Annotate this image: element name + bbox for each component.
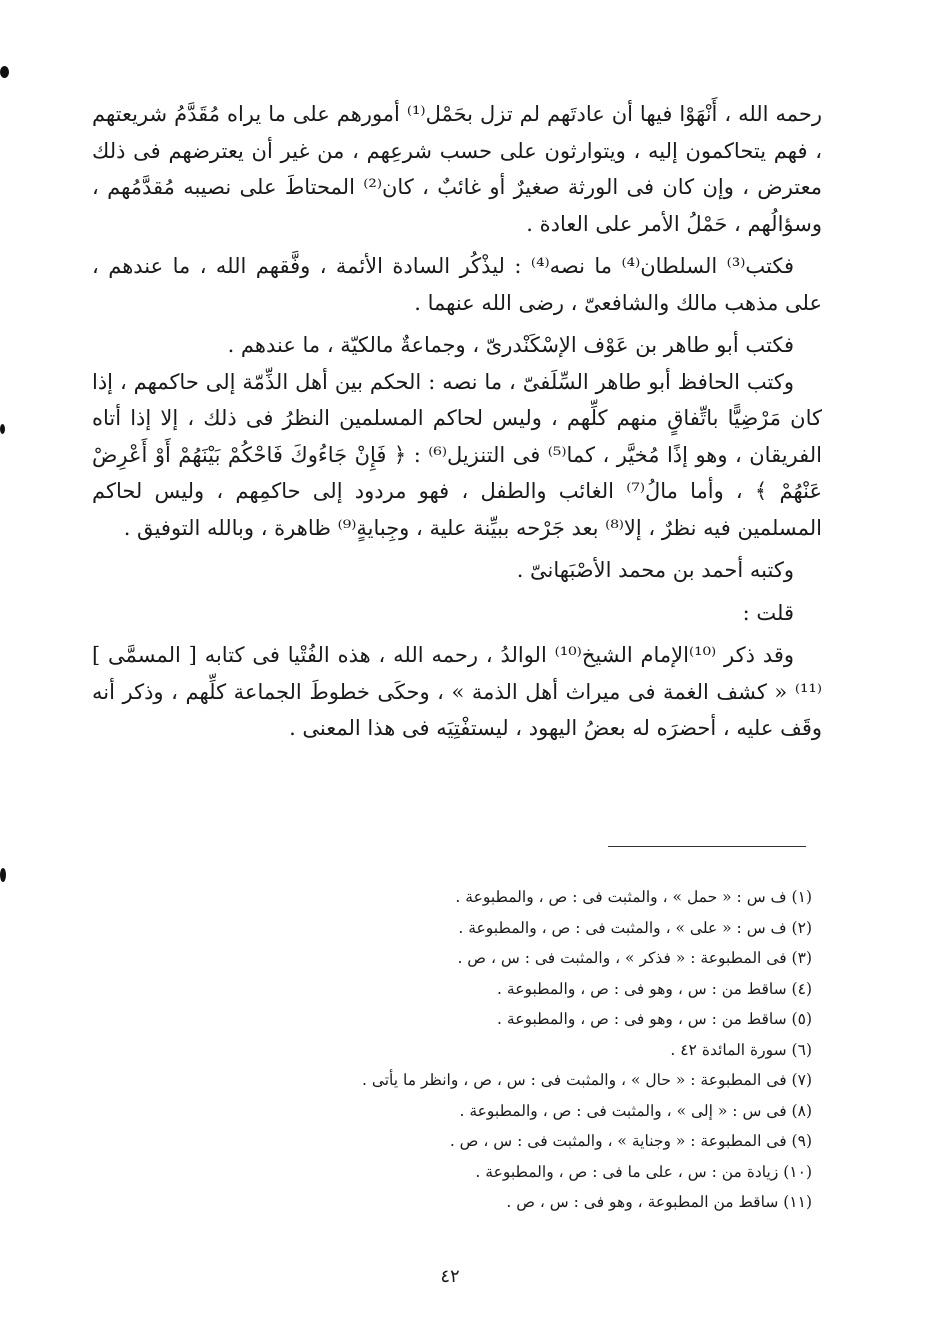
scan-mark-middle [0, 424, 5, 434]
paragraph-6: قلت : [742, 600, 794, 625]
page-number: ٤٢ [440, 1266, 460, 1287]
footnote-10: (١٠) زيادة من : س ، على ما فى : ص ، والمطبوعة . [475, 1162, 812, 1181]
footnote-7: (٧) فى المطبوعة : « حال » ، والمثبت فى : س ، ص ، وانظر ما يأتى . [361, 1071, 812, 1089]
scan-mark-lower [0, 868, 6, 882]
footnote-5: (٥) ساقط من : س ، وهو فى : ص ، والمطبوعة . [497, 1010, 812, 1028]
paragraph-5: وكتبه أحمد بن محمد الأصْبَهانىّ . [516, 558, 794, 582]
main-text [92, 96, 822, 747]
footnote-8: (٨) فى س : « إلى » ، والمثبت فى : ص ، والمطبوعة . [459, 1101, 812, 1120]
footnote-6: (٦) سورة المائدة ٤٢ . [670, 1040, 812, 1059]
footnotes [300, 882, 812, 1218]
footnote-11: (١١) ساقط من المطبوعة ، وهو فى : س ، ص . [506, 1193, 812, 1211]
footnote-9: (٩) فى المطبوعة : « وجناية » ، والمثبت فى : س ، ص . [449, 1132, 812, 1150]
footnote-1: (١) ف س : « حمل » ، والمثبت فى : ص ، والمطبوعة . [455, 888, 812, 906]
paragraph-1: رحمه الله ، أَنْهَوْا فيها أن عادتَهم لم تزل بحَمْل⁽¹⁾ أمورهم على ما يراه مُقَدَّمُ شريعتهم ، فهم يتحاكمون إليه ، ويتوارثون على حسب شرعِهم ، من غير أن يعترضهم فى ذلك معترض ، وإن كان فى الورثة صغيرٌ أو غائبٌ ، كان⁽²⁾ المحتاطَ على نصيبه مُقدَّمُهم ، وسؤالُهم ، حَمْلُ الأمر على العادة . [92, 102, 823, 236]
footnote-separator [608, 846, 806, 847]
paragraph-3: فكتب أبو طاهر بن عَوْف الإسْكَنْدرىّ ، وجماعةٌ مالكيّة ، ما عندهم . [227, 333, 794, 357]
paragraph-2: فكتب⁽³⁾ السلطان⁽⁴⁾ ما نصه⁽⁴⁾ : ليذْكُر السادة الأئمة ، وفَّقهم الله ، ما عندهم ، على مذهب مالك والشافعىّ ، رضى الله عنهما . [92, 254, 822, 315]
footnote-2: (٢) ف س : « على » ، والمثبت فى : ص ، والمطبوعة . [458, 918, 812, 937]
footnote-4: (٤) ساقط من : س ، وهو فى : ص ، والمطبوعة . [497, 979, 812, 998]
paragraph-7: وقد ذكر ⁽¹⁰⁾الإمام الشيخ⁽¹⁰⁾ الوالدُ ، رحمه الله ، هذه الفُتْيا فى كتابه [ المسمَّى ]⁽¹¹⁾ « كشف الغمة فى ميراث أهل الذمة » ، وحكَى خطوطَ الجماعة كلِّهم ، وذكر أنه وقَف عليه ، أحضرَه له بعضُ اليهود ، ليستفْتِيَه فى هذا المعنى . [92, 643, 822, 740]
paragraph-4: وكتب الحافظ أبو طاهر السِّلَفىّ ، ما نصه : الحكم بين أهل الذِّمّة إلى حاكمهم ، إذا كان مَرْضِيًّا باتِّفاقٍ منهم كلِّهم ، وليس لحاكم المسلمين النظرُ فى ذلك ، إلا إذا أتاه الفريقان ، وهو إذًا مُخيَّر ، كما⁽⁵⁾ فى التنزيل⁽⁶⁾ : ﴿ فَإِنْ جَاءُوكَ فَاحْكُمْ بَيْنَهُمْ أَوْ أَعْرِضْ عَنْهُمْ ﴾ ، وأما مالُ⁽⁷⁾ الغائب والطفل ، فهو مردود إلى حاكمِهم ، وليس لحاكم المسلمين فيه نظرٌ ، إلا⁽⁸⁾ بعد جَرْحه ببيِّنة علية ، وجِبايةٍ⁽⁹⁾ ظاهرة ، وبالله التوفيق . [92, 369, 822, 540]
scan-mark-top [0, 66, 9, 78]
footnote-3: (٣) فى المطبوعة : « فذكر » ، والمثبت فى : س ، ص . [457, 949, 812, 967]
